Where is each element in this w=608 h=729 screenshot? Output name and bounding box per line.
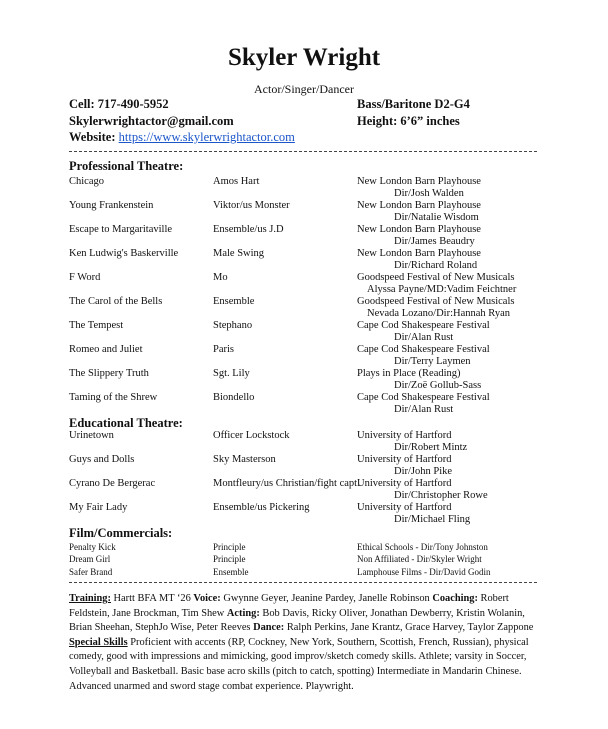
show-title: Taming of the Shrew	[69, 392, 158, 403]
film-title: Penalty Kick	[69, 542, 116, 552]
venue: New London Barn Playhouse	[357, 176, 481, 187]
role: Ensemble/us Pickering	[213, 502, 310, 513]
email-address: Skylerwrightactor@gmail.com	[69, 114, 234, 128]
film-title: Safer Brand	[69, 566, 113, 577]
show-title: Urinetown	[69, 430, 114, 441]
venue: Cape Cod Shakespeare Festival	[357, 320, 490, 331]
venue: University of Hartford	[357, 502, 452, 513]
director-credit: Dir/Christopher Rowe	[394, 490, 488, 501]
acting-text: Bob Davis, Ricky Oliver, Jonathan Dewberry, Kristin Wolanin, Brian Sheehan, StephJo Wise, Peter Reeves	[69, 607, 525, 634]
film-role: Ensemble	[213, 566, 249, 577]
director-credit: Dir/Alan Rust	[394, 332, 454, 343]
show-title: The Slippery Truth	[69, 368, 149, 379]
role: Biondello	[213, 392, 255, 403]
director-credit: Dir/Richard Roland	[394, 260, 478, 271]
divider	[69, 151, 537, 152]
film-role: Principle	[213, 554, 246, 565]
coaching-label: Coaching:	[432, 593, 478, 604]
educational-theatre-heading: Educational Theatre:	[69, 416, 183, 430]
venue: Cape Cod Shakespeare Festival	[357, 392, 490, 403]
training-label: Training:	[69, 593, 111, 604]
dance-label: Dance:	[253, 622, 285, 634]
director-credit: Dir/Zoë Gollub-Sass	[394, 380, 482, 391]
coaching-text: Robert Feldstein, Jane Brockman, Tim Shew	[69, 593, 509, 619]
film-company: Non Affiliated - Dir/Skyler Wright	[357, 554, 482, 565]
role: Mo	[213, 272, 228, 283]
role: Ensemble	[213, 296, 255, 307]
website-label: Website:	[69, 130, 119, 144]
venue: University of Hartford	[357, 478, 452, 489]
film-title: Dream Girl	[69, 554, 111, 565]
venue: New London Barn Playhouse	[357, 224, 481, 235]
show-title: Guys and Dolls	[69, 454, 135, 465]
resume-tagline: Actor/Singer/Dancer	[254, 82, 354, 96]
professional-theatre-heading: Professional Theatre:	[69, 159, 184, 173]
website-link[interactable]: https://www.skylerwrightactor.com	[118, 130, 295, 144]
role: Sky Masterson	[213, 454, 276, 465]
film-role: Principle	[213, 542, 246, 552]
show-title: The Tempest	[69, 320, 124, 331]
voice-type: Bass/Baritone D2-G4	[357, 97, 470, 111]
show-title: Chicago	[69, 176, 104, 187]
director-credit: Dir/Robert Mintz	[394, 442, 468, 453]
cell-phone: Cell: 717-490-5952	[69, 97, 169, 111]
special-skills-label: Special Skills	[69, 636, 128, 648]
role: Stephano	[213, 320, 253, 331]
role: Male Swing	[213, 248, 265, 259]
special-skills-text: Proficient with accents (RP, Cockney, New York, Southern, Scottish, French, Russian), physical comedy, good with impressions and mimicking, good improv/sketch comedy skills. Athlete; varsity in Soccer, Volleyball and Basketball. Basic base acro skills (pitch to catch, spotting) Intermediate in Mandarin Chinese. Advanced unarmed and sword stage combat experience. Playwright.	[69, 636, 529, 692]
film-company: Lamphouse Films - Dir/David Godin	[357, 566, 491, 577]
film-company: Ethical Schools - Dir/Tony Johnston	[357, 542, 488, 552]
show-title: Escape to Margaritaville	[69, 224, 173, 235]
venue: New London Barn Playhouse	[357, 248, 481, 259]
director-credit: Dir/Josh Walden	[394, 188, 464, 199]
role: Ensemble/us J.D	[213, 224, 284, 235]
role: Montfleury/us Christian/fight capt.	[213, 478, 360, 489]
show-title: Ken Ludwig's Baskerville	[69, 248, 179, 259]
role: Officer Lockstock	[213, 430, 290, 441]
film-commercials-heading: Film/Commercials:	[69, 526, 173, 540]
venue: University of Hartford	[357, 430, 452, 441]
director-credit: Dir/James Beaudry	[394, 236, 475, 247]
height: Height: 6’6” inches	[357, 114, 460, 128]
venue: Goodspeed Festival of New Musicals	[357, 272, 515, 283]
training-paragraph	[69, 592, 537, 694]
show-title: My Fair Lady	[69, 502, 128, 513]
director-credit: Dir/Alan Rust	[394, 404, 454, 415]
director-credit: Dir/Terry Laymen	[394, 356, 471, 367]
acting-label: Acting:	[226, 607, 260, 619]
director-credit: Dir/Michael Fling	[394, 514, 471, 525]
show-title: The Carol of the Bells	[69, 296, 163, 307]
role: Viktor/us Monster	[213, 200, 290, 211]
voice-text: Gwynne Geyer, Jeanine Pardey, Janelle Robinson	[220, 593, 433, 604]
director-credit: Alyssa Payne/MD:Vadim Feichtner	[367, 284, 517, 295]
director-credit: Dir/Natalie Wisdom	[394, 212, 479, 223]
venue: Cape Cod Shakespeare Festival	[357, 344, 490, 355]
director-credit: Dir/John Pike	[394, 466, 453, 477]
dance-text: Ralph Perkins, Jane Krantz, Grace Harvey, Taylor Zappone	[284, 622, 534, 634]
show-title: F Word	[69, 272, 101, 283]
role: Sgt. Lily	[213, 368, 250, 379]
role: Amos Hart	[213, 176, 260, 187]
venue: University of Hartford	[357, 454, 452, 465]
director-credit: Nevada Lozano/Dir:Hannah Ryan	[367, 308, 511, 319]
divider	[69, 582, 537, 583]
voice-label: Voice:	[193, 593, 221, 604]
resume-name: Skyler Wright	[227, 44, 381, 71]
website-line	[69, 130, 295, 145]
show-title: Young Frankenstein	[69, 200, 154, 211]
venue: Goodspeed Festival of New Musicals	[357, 296, 515, 307]
venue: Plays in Place (Reading)	[357, 368, 461, 379]
venue: New London Barn Playhouse	[357, 200, 481, 211]
show-title: Cyrano De Bergerac	[69, 478, 156, 489]
training-text: Hartt BFA MT ‘26	[110, 593, 194, 604]
role: Paris	[213, 344, 234, 355]
show-title: Romeo and Juliet	[69, 344, 143, 355]
